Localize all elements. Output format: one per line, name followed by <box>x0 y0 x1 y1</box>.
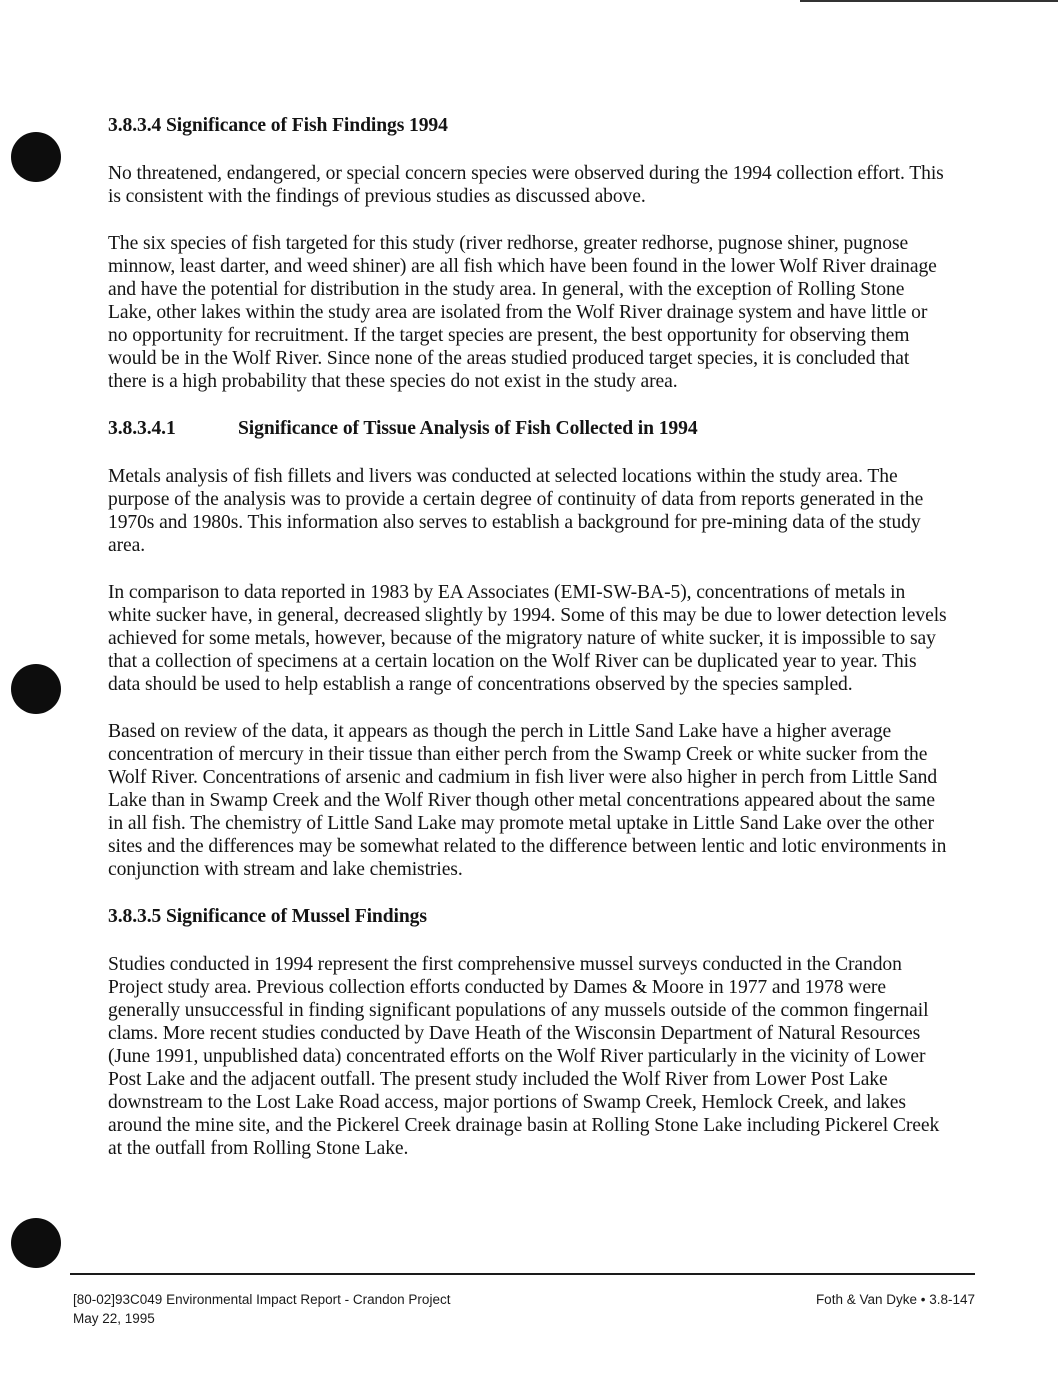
footer-rule <box>70 1273 975 1275</box>
section-number: 3.8.3.4.1 <box>108 418 176 439</box>
paragraph-mercury-perch: Based on review of the data, it appears as though the perch in Little Sand Lake have a higher average concentration of mercury in their tissue than either perch from the Swamp Creek or white sucker from the Wolf River. Concentrations of arsenic and cadmium in fish liver were also higher in perch from Little Sand Lake than in Swamp Creek and the Wolf River though other metal concentrations appeared about the same in all fish. The chemistry of Little Sand Lake may promote metal uptake in Little Sand Lake over the other sites and the differences may be somewhat related to the difference between lentic and lotic environments in conjunction with stream and lake chemistries. <box>108 721 947 880</box>
paragraph-mussel-surveys: Studies conducted in 1994 represent the first comprehensive mussel surveys conducted in the Crandon Project study area. Previous collection efforts conducted by Dames & Moore in 1977 and 1978 were generally unsuccessful in finding significant populations of any mussels outside of the common fingernail clams. More recent studies conducted by Dave Heath of the Wisconsin Department of Natural Resources (June 1991, unpublished data) concentrated efforts on the Wolf River particularly in the vicinity of Lower Post Lake and the adjacent outfall. The present study included the Wolf River from Lower Post Lake downstream to the Lost Lake Road access, major portions of Swamp Creek, Hemlock Creek, and lakes around the mine site, and the Pickerel Creek drainage basin at Rolling Stone Lake including Pickerel Creek at the outfall from Rolling Stone Lake. <box>108 954 940 1159</box>
footer-page-ref: Foth & Van Dyke • 3.8-147 <box>815 1292 975 1307</box>
paragraph-no-threatened-species: No threatened, endangered, or special concern species were observed during the 1994 collection effort. This is consistent with the findings of previous studies as discussed above. <box>108 163 944 207</box>
footer-left <box>73 1290 450 1328</box>
binder-hole-middle <box>11 664 61 714</box>
section-title: Significance of Tissue Analysis of Fish Collected in 1994 <box>238 418 698 439</box>
footer-doc-id: [80-02]93C049 Environmental Impact Report - Crandon Project <box>73 1292 451 1307</box>
paragraph-target-species: The six species of fish targeted for this study (river redhorse, greater redhorse, pugnose shiner, pugnose minnow, least darter, and weed shiner) are all fish which have been found in the lower Wolf River drainage and have the potential for distribution in the study area. In general, with the exception of Rolling Stone Lake, other lakes within the study area are isolated from the Wolf River drainage system and have little or no opportunity for recruitment. If the target species are present, the best opportunity for observing them would be in the Wolf River. Since none of the areas studied produced target species, it is concluded that there is a high probability that these species do not exist in the study area. <box>108 233 937 392</box>
section-heading-mussel-findings: 3.8.3.5 Significance of Mussel Findings <box>108 906 427 927</box>
top-edge-rule <box>800 0 1058 2</box>
document-body <box>108 114 948 1160</box>
footer-right <box>816 1290 975 1309</box>
paragraph-metals-analysis: Metals analysis of fish fillets and livers was conducted at selected locations within the study area. The purpose of the analysis was to provide a certain degree of continuity of data from reports generated in the 1970s and 1980s. This information also serves to establish a background for pre-mining data of the study area. <box>108 466 924 556</box>
binder-hole-bottom <box>11 1218 61 1268</box>
section-heading-tissue-analysis <box>108 417 948 441</box>
binder-hole-top <box>11 132 61 182</box>
footer-date: May 22, 1995 <box>73 1311 155 1326</box>
paragraph-ea-comparison: In comparison to data reported in 1983 by EA Associates (EMI-SW-BA-5), concentrations of metals in white sucker have, in general, decreased slightly by 1994. Some of this may be due to lower detection levels achieved for some metals, however, because of the migratory nature of white sucker, it is impossible to say that a collection of specimens at a certain location on the Wolf River can be duplicated year to year. This data should be used to help establish a range of concentrations observed by the species sampled. <box>108 582 947 695</box>
section-heading-fish-findings: 3.8.3.4 Significance of Fish Findings 1994 <box>108 115 448 136</box>
